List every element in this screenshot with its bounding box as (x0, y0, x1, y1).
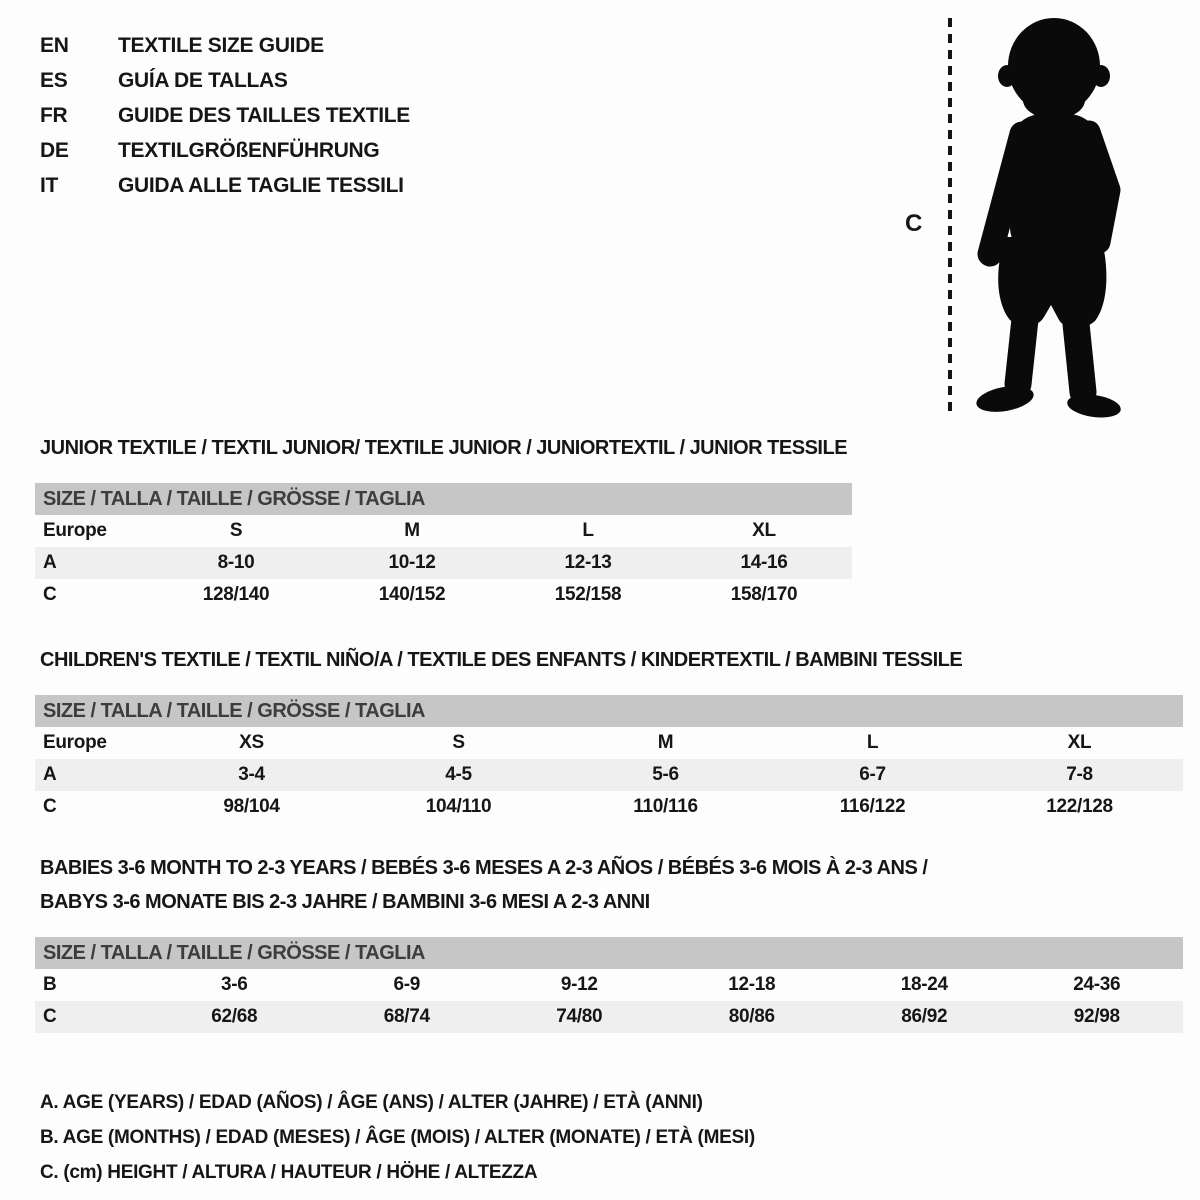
height-figure (895, 8, 1155, 428)
language-code: IT (40, 173, 59, 197)
table-cell: 7-8 (1066, 764, 1093, 785)
language-code: EN (40, 33, 69, 57)
table-cell: M (657, 732, 674, 753)
legend-line: A. AGE (YEARS) / EDAD (AÑOS) / ÂGE (ANS) / ALTER (JAHRE) / ETÀ (ANNI) (40, 1092, 703, 1113)
height-measure-dashed-line (948, 18, 952, 418)
table-cell: 9-12 (560, 974, 598, 995)
table-cell: 152/158 (554, 584, 622, 605)
table-cell: 122/128 (1046, 796, 1113, 817)
table-row (35, 579, 852, 611)
toddler-silhouette-icon (962, 12, 1140, 420)
row-label: A (43, 552, 57, 573)
table-row (35, 791, 1183, 823)
section-junior (35, 437, 852, 611)
table-size-header: SIZE / TALLA / TAILLE / GRÖSSE / TAGLIA (35, 695, 1183, 727)
table-cell: 12-13 (564, 552, 612, 573)
table-cell: 4-5 (445, 764, 472, 785)
table-cell: XL (752, 520, 776, 541)
table-cell: 80/86 (728, 1006, 775, 1027)
section-heading: BABIES 3-6 MONTH TO 2-3 YEARS / BEBÉS 3-6 MESES A 2-3 AÑOS / BÉBÉS 3-6 MOIS À 2-3 ANS / (40, 857, 928, 879)
table-cell: XS (239, 732, 264, 753)
language-code: ES (40, 68, 68, 92)
row-label: C (43, 1006, 57, 1027)
language-code: FR (40, 103, 68, 127)
table-cell: 6-7 (859, 764, 886, 785)
language-row (40, 28, 410, 63)
language-row (40, 63, 410, 98)
language-title-list (40, 28, 410, 203)
table-cell: 158/170 (730, 584, 798, 605)
table-cell: XL (1067, 732, 1092, 753)
table-row (35, 547, 852, 579)
language-code: DE (40, 138, 69, 162)
language-title: TEXTILE SIZE GUIDE (118, 33, 324, 57)
legend (35, 1085, 1183, 1190)
table-cell: S (452, 732, 465, 753)
table-cell: 98/104 (223, 796, 280, 817)
babies-size-table (35, 937, 1183, 1033)
language-title: GUIDE DES TAILLES TEXTILE (118, 103, 410, 127)
table-cell: 18-24 (900, 974, 948, 995)
table-row (35, 1001, 1183, 1033)
table-cell: 104/110 (425, 796, 492, 817)
section-heading: JUNIOR TEXTILE / TEXTIL JUNIOR/ TEXTILE JUNIOR / JUNIORTEXTIL / JUNIOR TESSILE (40, 437, 848, 459)
language-row (40, 133, 410, 168)
table-cell: 14-16 (740, 552, 788, 573)
table-row (35, 727, 1183, 759)
section-babies (35, 851, 1183, 1033)
table-cell: 3-6 (220, 974, 248, 995)
language-title: TEXTILGRÖßENFÜHRUNG (118, 138, 380, 162)
size-tables-area (35, 437, 1183, 1190)
language-title: GUIDA ALLE TAGLIE TESSILI (118, 173, 404, 197)
section-heading-block (35, 649, 1183, 671)
junior-size-table (35, 483, 852, 611)
section-heading: CHILDREN'S TEXTILE / TEXTIL NIÑO/A / TEXTILE DES ENFANTS / KINDERTEXTIL / BAMBINI TESSILE (40, 649, 963, 671)
table-row (35, 759, 1183, 791)
table-cell: 62/68 (211, 1006, 258, 1027)
table-cell: 24-36 (1073, 974, 1121, 995)
table-cell: 6-9 (393, 974, 421, 995)
table-cell: 92/98 (1073, 1006, 1120, 1027)
language-title: GUÍA DE TALLAS (118, 68, 288, 92)
section-heading: BABYS 3-6 MONATE BIS 2-3 JAHRE / BAMBINI 3-6 MESI A 2-3 ANNI (40, 891, 650, 913)
table-size-header: SIZE / TALLA / TAILLE / GRÖSSE / TAGLIA (35, 483, 852, 515)
table-cell: 128/140 (202, 584, 270, 605)
row-label: A (43, 764, 57, 785)
row-label: C (43, 796, 57, 817)
table-cell: 68/74 (383, 1006, 430, 1027)
row-label: B (43, 974, 57, 995)
height-measure-label: C (905, 210, 923, 237)
legend-line: C. (cm) HEIGHT / ALTURA / HAUTEUR / HÖHE / ALTEZZA (40, 1162, 538, 1183)
table-cell: 12-18 (728, 974, 776, 995)
table-cell: M (404, 520, 420, 541)
table-cell: 3-4 (238, 764, 265, 785)
table-cell: 8-10 (217, 552, 255, 573)
table-cell: 74/80 (556, 1006, 603, 1027)
section-children (35, 649, 1183, 823)
table-cell: 86/92 (901, 1006, 948, 1027)
legend-line: B. AGE (MONTHS) / EDAD (MESES) / ÂGE (MOIS) / ALTER (MONATE) / ETÀ (MESI) (40, 1127, 755, 1148)
row-label: C (43, 584, 57, 605)
table-cell: 140/152 (378, 584, 446, 605)
children-size-table (35, 695, 1183, 823)
table-row (35, 969, 1183, 1001)
language-row (40, 98, 410, 133)
section-heading-block (35, 437, 852, 459)
row-label: Europe (43, 520, 107, 541)
table-cell: 116/122 (839, 796, 906, 817)
table-row (35, 515, 852, 547)
table-cell: L (866, 732, 879, 753)
table-cell: 10-12 (388, 552, 436, 573)
table-cell: L (582, 520, 594, 541)
section-heading-block (35, 851, 1183, 919)
table-cell: 5-6 (652, 764, 679, 785)
language-row (40, 168, 410, 203)
table-size-header: SIZE / TALLA / TAILLE / GRÖSSE / TAGLIA (35, 937, 1183, 969)
row-label: Europe (43, 732, 107, 753)
table-cell: S (229, 520, 243, 541)
table-cell: 110/116 (633, 796, 698, 817)
